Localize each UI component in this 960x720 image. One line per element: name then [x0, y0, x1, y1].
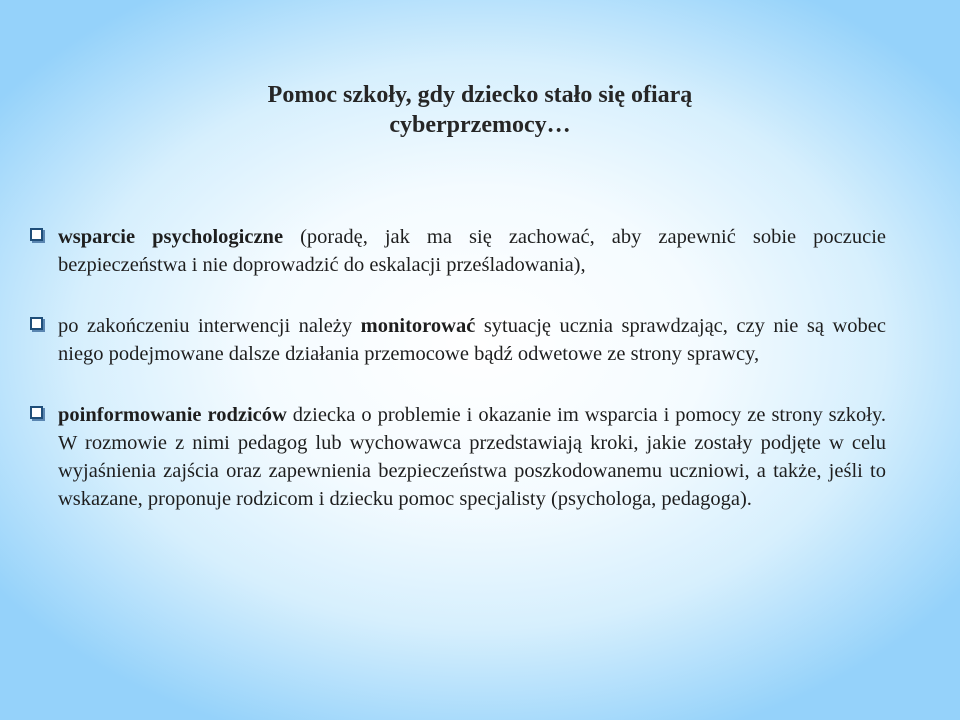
- bullet-bold-text: monitorować: [360, 315, 476, 337]
- checkbox-bullet-icon: [30, 317, 43, 330]
- checkbox-bullet-icon: [30, 228, 43, 241]
- slide-title-line-2: cyberprzemocy…: [389, 112, 571, 138]
- bullet-bold-text: poinformowanie rodziców: [58, 404, 287, 426]
- bullet-text-lead: po zakończeniu interwencji należy: [58, 315, 361, 337]
- slide-title: [160, 80, 800, 140]
- bullet-text: dziecka o problemie i okazanie im wsparcia i pomocy ze strony szkoły. W rozmowie z nimi pedagog lub wychowawca przedstawiają kroki, jakie zostały podjęte w celu wyjaśnienia zajścia oraz zapewnienia bezpieczeństwa poszkodowanemu uczniowi, a także, jeśli to wskazane, proponuje rodzicom i dziecku pomoc specjalisty (psychologa, pedagoga).: [58, 404, 886, 510]
- bullet-text: (poradę, jak ma się zachować, aby zapewnić sobie poczucie bezpieczeństwa i nie doprowadzić do eskalacji prześladowania),: [58, 226, 886, 276]
- bullet-bold-text: wsparcie psychologiczne: [58, 226, 284, 248]
- bullet-item-psychological-support: [28, 223, 886, 279]
- bullet-item-inform-parents: [28, 401, 886, 513]
- checkbox-bullet-icon: [30, 406, 43, 419]
- slide-title-line-1: Pomoc szkoły, gdy dziecko stało się ofiarą: [267, 82, 693, 108]
- bullet-list: [28, 223, 886, 546]
- bullet-item-monitoring: [28, 312, 886, 368]
- bullet-text: sytuację ucznia sprawdzając, czy nie są wobec niego podejmowane dalsze działania przemocowe bądź odwetowe ze strony sprawcy,: [58, 315, 886, 365]
